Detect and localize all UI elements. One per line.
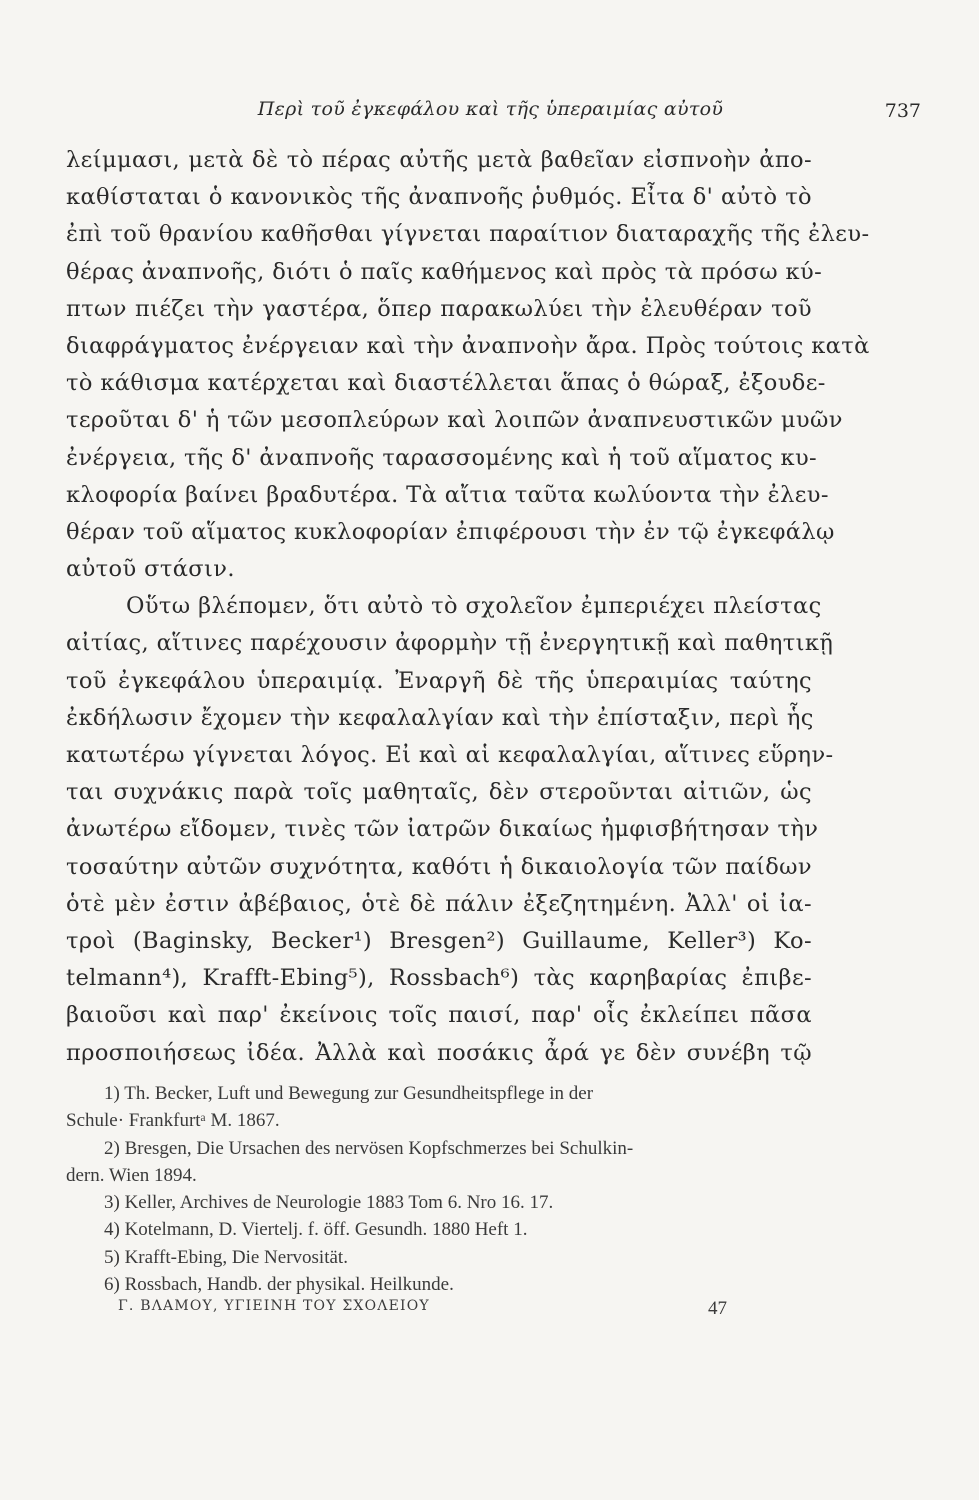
text-line: προσποιήσεως ἰδέα. Ἀλλὰ καὶ ποσάκις ἆρά γε δὲν συνέβη τῷ: [66, 1039, 812, 1066]
footnote: 3) Keller, Archives de Neurologie 1883 Tom 6. Nro 16. 17.: [104, 1192, 554, 1214]
footnote-continuation: dern. Wien 1894.: [66, 1164, 197, 1186]
signature-line: [118, 1298, 727, 1328]
text-line: ται συχνάκις παρὰ τοῖς μαθηταῖς, δὲν στεροῦνται αἰτιῶν, ὡς: [66, 779, 812, 806]
text-line: τὸ κάθισμα κατέρχεται καὶ διαστέλλεται ἅπας ὁ θώραξ, ἐξουδε-: [66, 370, 826, 397]
text-line: τροὶ (Baginsky, Becker¹) Bresgen²) Guillaume, Keller³) Ko-: [66, 927, 812, 954]
text-line: λείμμασι, μετὰ δὲ τὸ πέρας αὐτῆς μετὰ βαθεῖαν εἰσπνοὴν ἀπο-: [66, 147, 812, 173]
text-line: θέρας ἀναπνοῆς, διότι ὁ παῖς καθήμενος καὶ πρὸς τὰ πρόσω κύ-: [66, 258, 823, 285]
footnotes: [66, 1080, 812, 1298]
text-line: ἀνωτέρω εἴδομεν, τινὲς τῶν ἰατρῶν δικαίως ἠμφισβήτησαν τὴν: [66, 816, 819, 843]
text-line: ἐνέργεια, τῆς δ' ἀναπνοῆς ταρασσομένης καὶ ἡ τοῦ αἵματος κυ-: [66, 444, 818, 471]
text-line: ἐπὶ τοῦ θρανίου καθῆσθαι γίγνεται παραίτιον διαταραχῆς τῆς ἐλευ-: [66, 221, 870, 248]
footnote-continuation: Schule· Frankfurtᵃ M. 1867.: [66, 1110, 280, 1132]
text-line: τοῦ ἐγκεφάλου ὑπεραιμίᾳ. Ἐναργῆ δὲ τῆς ὑπεραιμίας ταύτης: [66, 667, 812, 694]
text-line: telmann⁴), Krafft-Ebing⁵), Rossbach⁶) τὰς καρηβαρίας ἐπιβε-: [66, 965, 812, 992]
signature-number: 47: [708, 1298, 727, 1319]
text-line: αἰτίας, αἵτινες παρέχουσιν ἀφορμὴν τῇ ἐνεργητικῇ καὶ παθητικῇ: [66, 630, 834, 657]
footnote: 2) Bresgen, Die Ursachen des nervösen Kopfschmerzes bei Schulkin-: [104, 1137, 634, 1159]
text-line: κατωτέρω γίγνεται λόγος. Εἰ καὶ αἱ κεφαλαλγίαι, αἵτινες εὕρην-: [66, 742, 834, 768]
text-line: βαιοῦσι καὶ παρ' ἐκείνοις τοῖς παισί, παρ' οἷς ἐκλείπει πᾶσα: [66, 1002, 812, 1029]
signature-text: Γ. ΒΛΑΜΟΥ, ΥΓΙΕΙΝΗ ΤΟΥ ΣΧΟΛΕΙΟΥ: [118, 1298, 430, 1314]
text-line: καθίσταται ὁ κανονικὸς τῆς ἀναπνοῆς ῥυθμός. Εἶτα δ' αὐτὸ τὸ: [66, 184, 812, 211]
page-number: 737: [884, 100, 921, 122]
text-line: πτων πιέζει τὴν γαστέρα, ὅπερ παρακωλύει τὴν ἐλευθέραν τοῦ: [66, 295, 812, 322]
text-line: τεροῦται δ' ἡ τῶν μεσοπλεύρων καὶ λοιπῶν ἀναπνευστικῶν μυῶν: [66, 407, 843, 434]
text-line: αὐτοῦ στάσιν.: [66, 556, 235, 583]
text-line: ἐκδήλωσιν ἔχομεν τὴν κεφαλαλγίαν καὶ τὴν ἐπίσταξιν, περὶ ἧς: [66, 704, 814, 731]
text-line: θέραν τοῦ αἵματος κυκλοφορίαν ἐπιφέρουσι τὴν ἐν τῷ ἐγκεφάλῳ: [66, 518, 835, 545]
text-line: διαφράγματος ἐνέργειαν καὶ τὴν ἀναπνοὴν ἄρα. Πρὸς τούτοις κατὰ: [66, 332, 870, 359]
running-title: Περὶ τοῦ ἐγκεφάλου καὶ τῆς ὑπεραιμίας αὐτοῦ: [257, 98, 724, 120]
text-line: ὁτὲ μὲν ἐστιν ἀβέβαιος, ὁτὲ δὲ πάλιν ἐξεζητημένη. Ἀλλ' οἱ ἰα-: [66, 890, 812, 917]
footnote: 5) Krafft-Ebing, Die Nervosität.: [104, 1246, 348, 1268]
footnote: 6) Rossbach, Handb. der physikal. Heilkunde.: [104, 1274, 454, 1296]
text-line: τοσαύτην αὐτῶν συχνότητα, καθότι ἡ δικαιολογία τῶν παίδων: [66, 853, 812, 880]
body-text: [66, 142, 870, 1072]
footnote: 1) Th. Becker, Luft und Bewegung zur Gesundheitspflege in der: [104, 1083, 594, 1104]
footnote: 4) Kotelmann, D. Viertelj. f. öff. Gesundh. 1880 Heft 1.: [104, 1219, 528, 1241]
text-line: κλοφορία βαίνει βραδυτέρα. Τὰ αἴτια ταῦτα κωλύοντα τὴν ἐλευ-: [66, 481, 829, 508]
text-line: Οὕτω βλέπομεν, ὅτι αὐτὸ τὸ σχολεῖον ἐμπεριέχει πλείστας: [126, 593, 822, 620]
running-head: [60, 98, 921, 128]
